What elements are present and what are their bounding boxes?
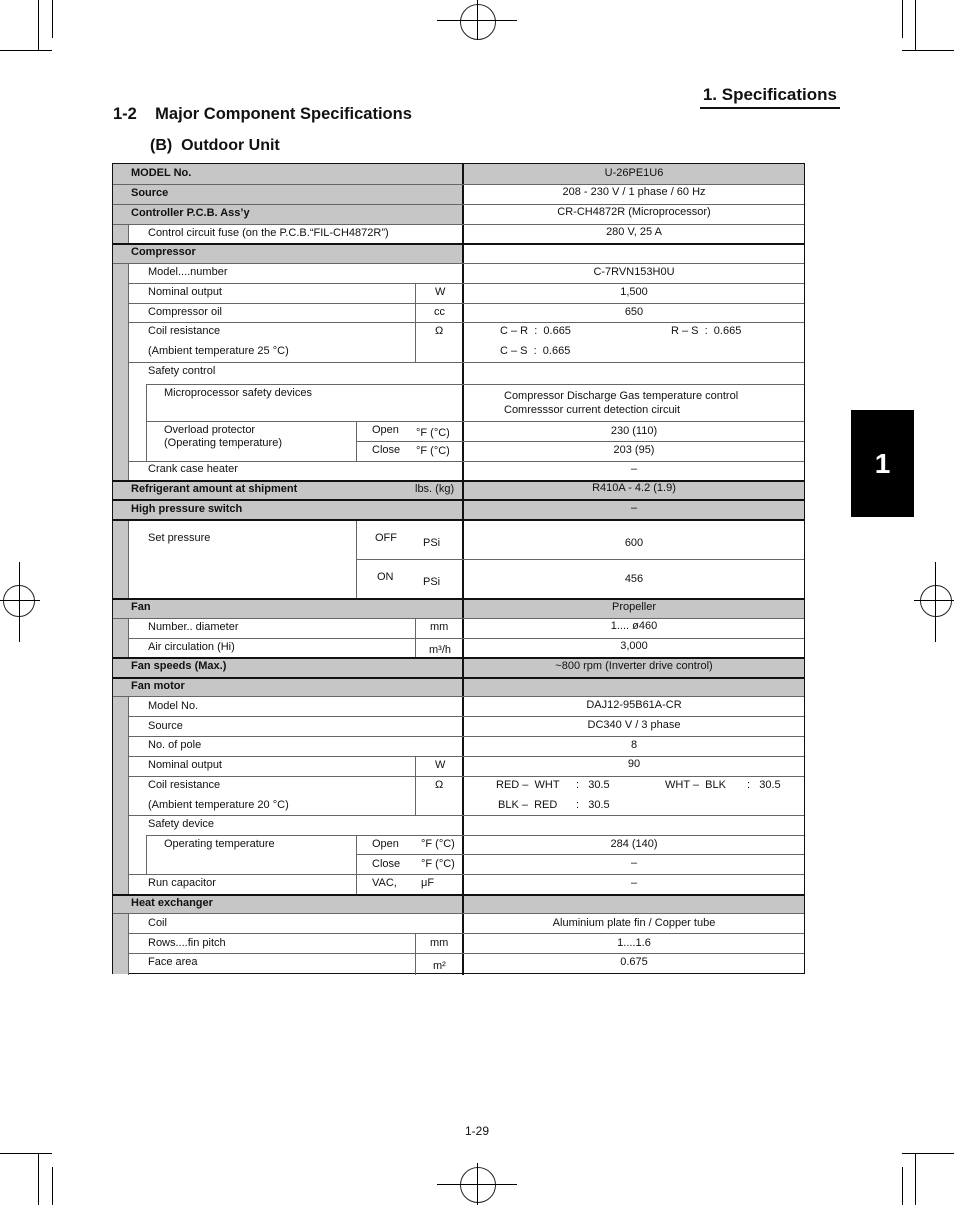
row-value: 1,500 — [620, 286, 648, 298]
page-number: 1-29 — [465, 1124, 490, 1138]
row-line — [113, 618, 804, 619]
row-value: 284 (140) — [610, 838, 658, 850]
shade — [113, 895, 804, 913]
row-label: Overload protector — [164, 424, 256, 436]
row-unit: °F (°C) — [421, 838, 455, 850]
registration-mark — [920, 585, 952, 617]
row-value: 90 — [627, 758, 641, 770]
row-label: Crank case heater — [148, 463, 238, 475]
row-line — [128, 303, 804, 304]
row-unit: lbs. (kg) — [415, 483, 455, 495]
divider — [356, 521, 357, 599]
row-value: 203 (95) — [613, 444, 655, 456]
row-line — [113, 519, 804, 521]
row-value: WHT – BLK — [665, 779, 726, 791]
row-label: Controller P.C.B. Ass’y — [131, 207, 250, 219]
row-line — [128, 283, 804, 284]
row-value: 280 V, 25 A — [606, 226, 662, 238]
divider — [128, 224, 129, 244]
row-value: RED – WHT — [496, 779, 560, 791]
row-unit: W — [435, 286, 446, 298]
shade — [113, 264, 128, 481]
row-subkey: Close — [372, 858, 401, 870]
chapter-heading: 1. Specifications — [700, 85, 840, 109]
row-label: Nominal output — [148, 759, 222, 771]
row-line — [128, 815, 804, 816]
row-label: Run capacitor — [148, 877, 216, 889]
row-label: Safety control — [148, 365, 216, 377]
row-line — [146, 421, 804, 422]
shade — [113, 619, 128, 657]
row-unit: °F (°C) — [416, 427, 450, 439]
row-line — [113, 224, 804, 225]
row-line — [113, 499, 804, 501]
row-label: Operating temperature — [164, 838, 275, 850]
row-unit: °F (°C) — [416, 445, 450, 457]
row-line — [113, 598, 804, 600]
row-line — [113, 657, 804, 659]
row-label: Fan motor — [131, 680, 185, 692]
row-value: : 30.5 — [747, 779, 781, 791]
row-unit: m² — [433, 960, 446, 972]
row-line — [113, 243, 804, 245]
divider — [415, 284, 416, 362]
row-label: (Operating temperature) — [164, 437, 282, 449]
crop-mark — [0, 50, 52, 51]
registration-mark — [0, 600, 40, 601]
row-value: C-7RVN153H0U — [593, 266, 675, 278]
row-label: MODEL No. — [131, 167, 192, 179]
row-label: Compressor — [131, 246, 196, 258]
row-value: R410A - 4.2 (1.9) — [592, 482, 676, 494]
row-line — [128, 322, 804, 323]
row-label: Fan — [131, 601, 151, 613]
row-subkey: Open — [372, 838, 399, 850]
shade — [113, 521, 128, 599]
row-line — [356, 441, 804, 442]
row-value: Propeller — [611, 601, 657, 613]
row-line — [128, 776, 804, 777]
crop-mark — [38, 1153, 39, 1205]
row-value: – — [630, 877, 638, 889]
row-label: Face area — [148, 956, 198, 968]
row-label: Air circulation (Hi) — [148, 641, 235, 653]
row-line — [128, 461, 804, 462]
registration-mark — [19, 562, 20, 642]
row-label: Fan speeds (Max.) — [131, 660, 227, 672]
crop-mark — [902, 0, 903, 38]
row-label: Source — [131, 187, 169, 199]
row-value: Compressor Discharge Gas temperature control — [504, 390, 739, 402]
row-unit: mm — [430, 937, 449, 949]
row-value: – — [630, 857, 638, 869]
row-label: Safety device — [148, 818, 215, 830]
row-value: 650 — [624, 306, 644, 318]
row-value: : 30.5 — [576, 799, 610, 811]
divider — [128, 521, 129, 599]
registration-mark — [935, 562, 936, 642]
registration-mark — [460, 1167, 496, 1203]
row-unit: PSi — [423, 576, 441, 588]
row-line — [113, 204, 804, 205]
row-value: 456 — [624, 573, 644, 585]
row-line — [128, 756, 804, 757]
crop-mark — [915, 0, 916, 50]
divider — [146, 384, 147, 462]
row-line — [113, 184, 804, 185]
row-unit: Ω — [435, 325, 444, 337]
row-value: – — [630, 463, 638, 475]
row-unit: mm — [430, 621, 449, 633]
subsection-title: (B) Outdoor Unit — [150, 137, 280, 154]
row-line — [356, 559, 804, 560]
divider — [128, 264, 129, 481]
row-value: CR-CH4872R (Microprocessor) — [557, 206, 711, 218]
row-line — [128, 638, 804, 639]
row-unit: μF — [421, 877, 435, 889]
registration-mark — [477, 1163, 478, 1205]
divider — [356, 835, 357, 894]
crop-mark — [38, 0, 39, 50]
row-label: Microprocessor safety devices — [164, 387, 312, 399]
row-value: : 30.5 — [576, 779, 610, 791]
row-value: C – R : 0.665 — [500, 325, 571, 337]
row-label: Heat exchanger — [131, 897, 213, 909]
shade — [113, 697, 128, 894]
row-line — [113, 894, 804, 896]
row-unit: cc — [434, 306, 445, 318]
row-value: R – S : 0.665 — [671, 325, 742, 337]
crop-mark — [52, 0, 53, 38]
shade — [113, 224, 128, 244]
row-line — [113, 677, 804, 679]
divider — [415, 934, 416, 975]
crop-mark — [902, 50, 954, 51]
row-line — [146, 384, 804, 385]
registration-mark — [477, 0, 478, 40]
row-value: 230 (110) — [610, 425, 658, 437]
row-value: C – S : 0.665 — [500, 345, 571, 357]
row-value: Aluminium plate fin / Copper tube — [552, 917, 716, 929]
row-unit: PSi — [423, 537, 441, 549]
divider — [146, 835, 147, 875]
row-value: DAJ12-95B61A-CR — [586, 699, 682, 711]
row-label: Compressor oil — [148, 306, 222, 318]
row-value: 600 — [624, 537, 644, 549]
row-unit: °F (°C) — [421, 858, 455, 870]
row-unit: W — [435, 759, 446, 771]
divider — [128, 697, 129, 894]
registration-mark — [460, 4, 496, 40]
registration-mark — [914, 600, 954, 601]
row-value: U-26PE1U6 — [604, 167, 664, 179]
divider — [415, 756, 416, 776]
row-subkey: Open — [372, 424, 399, 436]
row-label: (Ambient temperature 20 °C) — [148, 799, 289, 811]
row-line — [113, 696, 804, 697]
row-value: 1.... ø460 — [610, 620, 658, 632]
row-label: Model....number — [148, 266, 228, 278]
row-subkey: OFF — [375, 532, 397, 544]
row-line — [356, 854, 804, 855]
row-label: No. of pole — [148, 739, 202, 751]
row-unit: VAC, — [372, 877, 397, 889]
row-value: DC340 V / 3 phase — [587, 719, 681, 731]
row-line — [128, 716, 804, 717]
row-line — [146, 835, 804, 836]
row-label: Rows....fin pitch — [148, 937, 226, 949]
row-line — [128, 953, 804, 954]
row-line — [113, 913, 804, 914]
section-title: 1-2 Major Component Specifications — [113, 105, 412, 123]
row-line — [128, 874, 804, 875]
row-value: 208 - 230 V / 1 phase / 60 Hz — [562, 186, 706, 198]
crop-mark — [0, 1153, 52, 1154]
row-line — [128, 362, 804, 363]
row-label: Nominal output — [148, 286, 222, 298]
row-unit: m³/h — [429, 644, 451, 656]
row-value: – — [630, 502, 638, 514]
crop-mark — [902, 1167, 903, 1205]
divider — [415, 776, 416, 816]
row-label: Control circuit fuse (on the P.C.B.“FIL-CH4872R”) — [148, 227, 389, 239]
row-label: Model No. — [148, 700, 199, 712]
row-value: BLK – RED — [498, 799, 558, 811]
row-value: 3,000 — [620, 640, 648, 652]
row-label: Coil resistance — [148, 325, 221, 337]
row-line — [113, 263, 804, 264]
row-label: Source — [148, 720, 183, 732]
row-label: Refrigerant amount at shipment — [131, 483, 298, 495]
row-label: Number.. diameter — [148, 621, 239, 633]
row-label: Set pressure — [148, 532, 211, 544]
crop-mark — [52, 1167, 53, 1205]
crop-mark — [915, 1153, 916, 1205]
row-subkey: ON — [377, 571, 394, 583]
row-unit: Ω — [435, 779, 444, 791]
row-value: 1....1.6 — [617, 937, 651, 949]
divider — [128, 914, 129, 975]
row-line — [128, 933, 804, 934]
row-label: Coil resistance — [148, 779, 221, 791]
crop-mark — [902, 1153, 954, 1154]
chapter-tab: 1 — [851, 410, 914, 517]
row-subkey: Close — [372, 444, 401, 456]
row-value: 0.675 — [620, 956, 648, 968]
row-label: Coil — [148, 917, 167, 929]
row-label: High pressure switch — [131, 503, 243, 515]
row-value: ~800 rpm (Inverter drive control) — [555, 660, 713, 672]
row-value: 8 — [630, 739, 638, 751]
shade — [113, 678, 804, 696]
spec-table — [112, 163, 805, 974]
row-value: Comresssor current detection circuit — [504, 404, 681, 416]
shade — [113, 914, 128, 974]
row-label: (Ambient temperature 25 °C) — [148, 345, 289, 357]
row-line — [128, 736, 804, 737]
